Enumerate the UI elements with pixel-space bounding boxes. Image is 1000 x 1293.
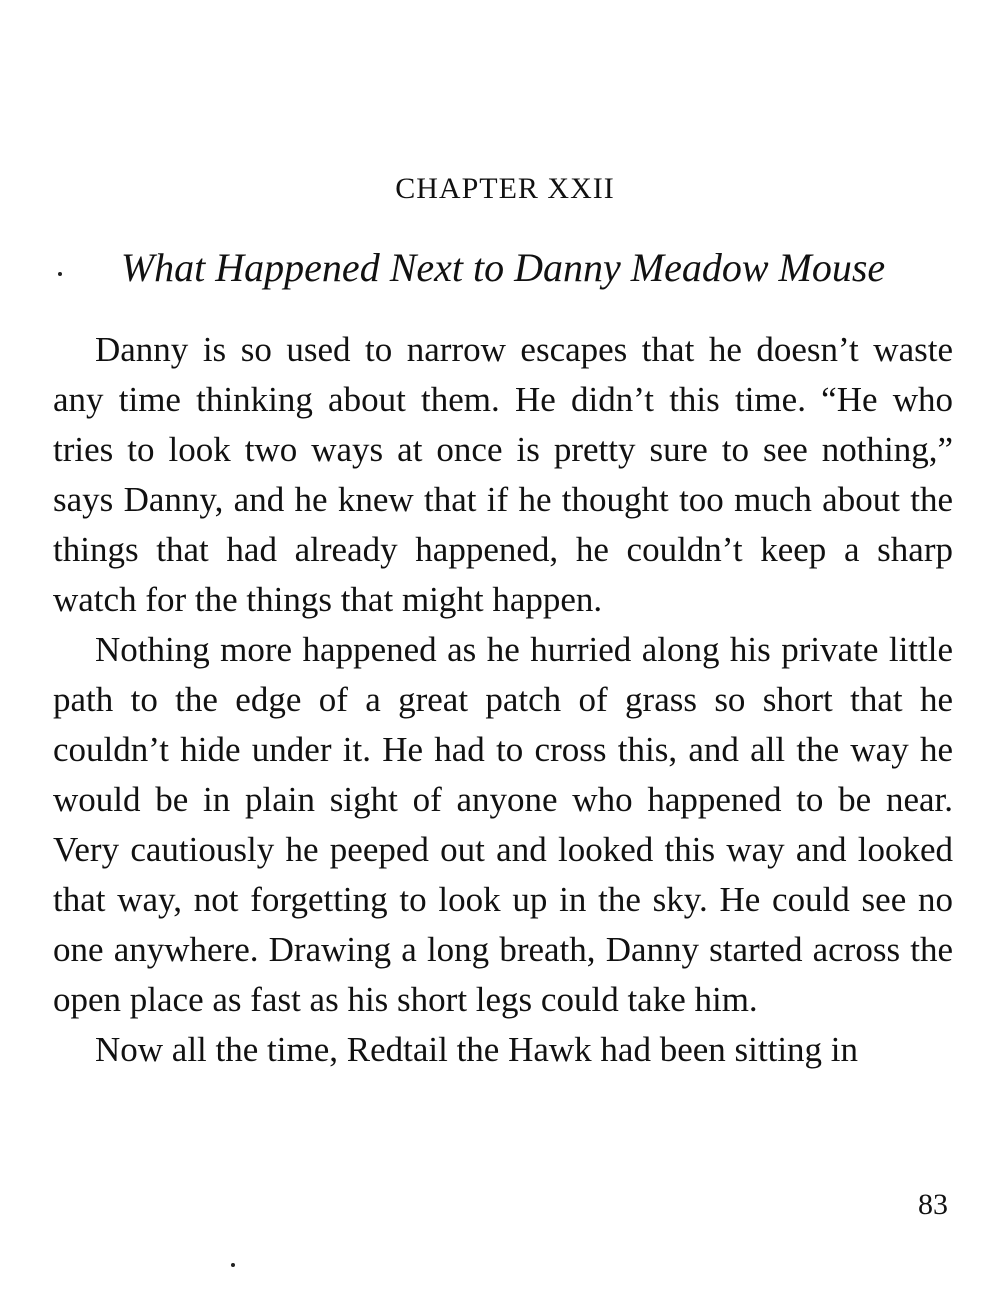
paragraph: Now all the time, Redtail the Hawk had been sitting in [95,1030,859,1069]
chapter-number: CHAPTER XXII [395,172,615,205]
chapter-body [53,325,953,1075]
scan-speck [58,272,62,276]
paragraph: Nothing more happened as he hurried along his private little path to the edge of a great patch of grass so short that he couldn’t hide under it. He had to cross this, and all the way he would be in plain sight of anyone who happened to be near. Very cautiously he peeped out and looked this way and looked that way, not forgetting to look up in the sky. He could see no one anywhere. Drawing a long breath, Danny started across the open place as fast as his short legs could take him. [53,630,953,1019]
page-number: 83 [918,1188,948,1221]
scan-speck [231,1263,235,1267]
chapter-title: What Happened Next to Danny Meadow Mouse [120,245,886,290]
paragraph: Danny is so used to narrow escapes that he doesn’t waste any time thinking about them. He didn’t this time. “He who tries to look two ways at once is pretty sure to see nothing,” says Danny, and he knew that if he thought too much about the things that had already happened, he couldn’t keep a sharp watch for the things that might happen. [53,330,953,619]
